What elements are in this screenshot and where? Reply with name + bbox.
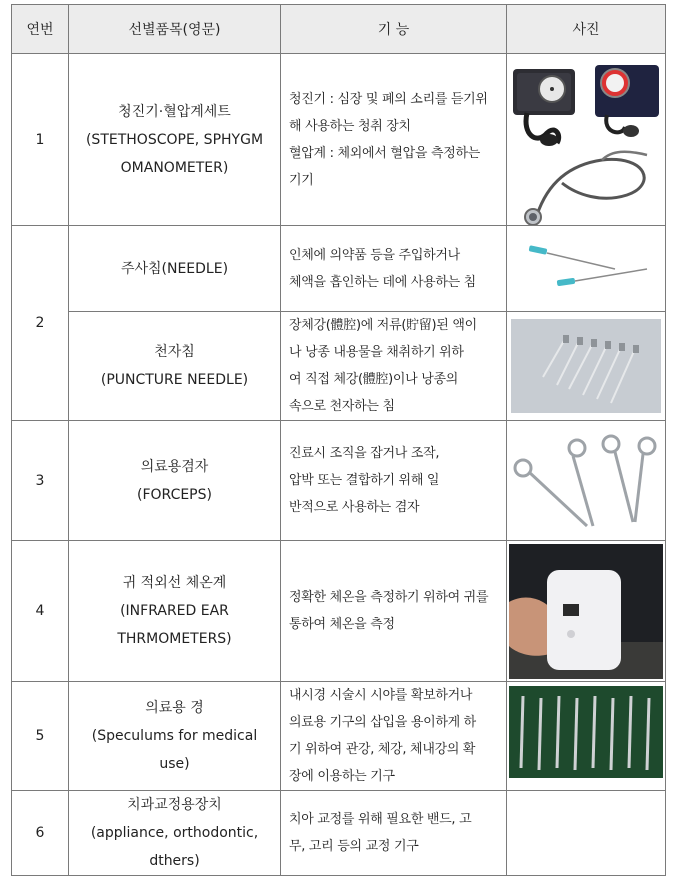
ear-thermometer-image — [507, 542, 665, 681]
photo-needle — [507, 226, 666, 312]
item-function: 인체에 의약품 등을 주입하거나 체액을 흡인하는 데에 사용하는 침 — [281, 226, 507, 312]
header-photo: 사진 — [507, 5, 666, 54]
forceps-image — [507, 422, 665, 540]
item-name: 청진기·혈압계세트 (STETHOSCOPE, SPHYGM OMANOMETER) — [69, 54, 281, 226]
item-name: 치과교정용장치 (appliance, orthodontic, dthers) — [69, 791, 281, 876]
photo-forceps — [507, 421, 666, 541]
puncture-needle-image — [507, 315, 665, 417]
row-number: 4 — [12, 541, 69, 682]
header-row — [12, 5, 666, 54]
photo-orthodontic-empty — [507, 791, 666, 876]
stethoscope-bp-image — [507, 55, 665, 225]
item-function: 진료시 조직을 잡거나 조작, 압박 또는 결합하기 위해 일 반적으로 사용하는 겸자 — [281, 421, 507, 541]
item-name: 의료용 경 (Speculums for medical use) — [69, 682, 281, 791]
table-row — [12, 312, 666, 421]
item-function: 장체강(體腔)에 저류(貯留)된 액이 나 낭종 내용물을 채취하기 위하 여 직접 체강(體腔)이나 낭종의 속으로 천자하는 침 — [281, 312, 507, 421]
item-name: 의료용겸자 (FORCEPS) — [69, 421, 281, 541]
photo-ear-thermometer — [507, 541, 666, 682]
table-row — [12, 421, 666, 541]
row-number: 3 — [12, 421, 69, 541]
photo-puncture-needle — [507, 312, 666, 421]
photo-speculum — [507, 682, 666, 791]
item-function: 정확한 체온을 측정하기 위하여 귀를 통하여 체온을 측정 — [281, 541, 507, 682]
header-no: 연번 — [12, 5, 69, 54]
item-name: 주사침(NEEDLE) — [69, 226, 281, 312]
row-number: 1 — [12, 54, 69, 226]
speculum-image — [507, 684, 665, 789]
header-function: 기 능 — [281, 5, 507, 54]
row-number: 5 — [12, 682, 69, 791]
medical-device-table — [11, 4, 666, 876]
item-function: 치아 교정를 위해 필요한 밴드, 고 무, 고리 등의 교정 기구 — [281, 791, 507, 876]
photo-stethoscope-bp-set — [507, 54, 666, 226]
item-function: 내시경 시술시 시야를 확보하거나 의료용 기구의 삽입을 용이하게 하 기 위하여 관강, 체강, 체내강의 확 장에 이용하는 기구 — [281, 682, 507, 791]
table-row — [12, 54, 666, 226]
header-item: 선별품목(영문) — [69, 5, 281, 54]
needle-image — [507, 227, 665, 311]
table-row — [12, 541, 666, 682]
table-row — [12, 682, 666, 791]
item-name: 귀 적외선 체온계 (INFRARED EAR THRMOMETERS) — [69, 541, 281, 682]
item-name: 천자침 (PUNCTURE NEEDLE) — [69, 312, 281, 421]
table-row — [12, 791, 666, 876]
row-number: 6 — [12, 791, 69, 876]
row-number: 2 — [12, 226, 69, 421]
table-row — [12, 226, 666, 312]
item-function: 청진기 : 심장 및 폐의 소리를 듣기위 해 사용하는 청취 장치 혈압계 : 체외에서 혈압을 측정하는 기기 — [281, 54, 507, 226]
